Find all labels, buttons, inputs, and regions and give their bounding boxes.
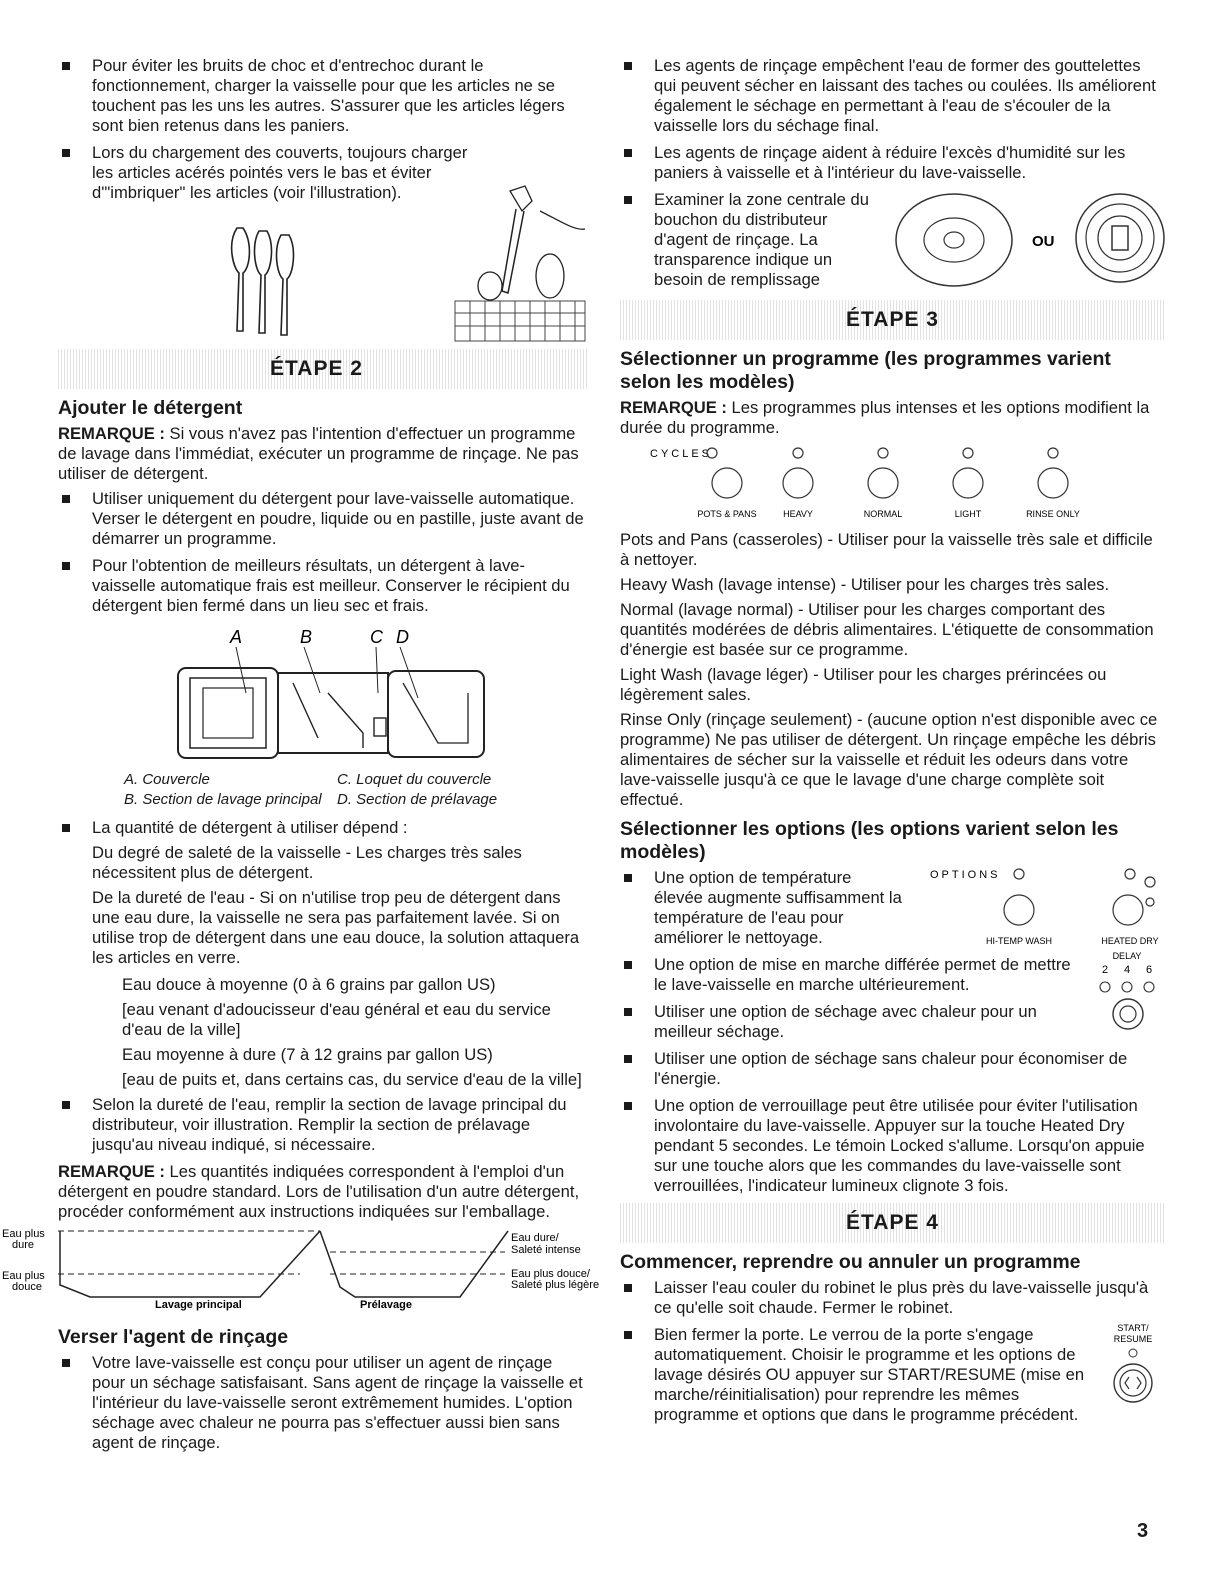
- water-hard-source: [eau de puits et, dans certains cas, du service d'eau de la ville]: [122, 1070, 582, 1089]
- heated-dry-icon: [1110, 996, 1146, 1032]
- svg-text:douce: douce: [12, 1281, 42, 1293]
- svg-text:Saleté intense: Saleté intense: [511, 1244, 581, 1256]
- svg-text:4: 4: [1123, 964, 1131, 976]
- svg-text:OPTIONS: OPTIONS: [930, 869, 1001, 881]
- bullet-cutlery: Lors du chargement des couverts, toujours charger les articles acérés pointés vers le bas et éviter d'"imbriquer" les articles (voir l'illustration).: [58, 143, 472, 203]
- bullet-remplir: Selon la dureté de l'eau, remplir la section de lavage principal du distributeur, voir illustration. Remplir la section de prélavage jusqu'au niveau indiqué, si nécessaire.: [58, 1095, 588, 1155]
- bullet-examiner: Examiner la zone centrale du bouchon du distributeur d'agent de rinçage. La transparence indique un besoin de remplissage: [620, 190, 884, 290]
- cutlery-section: [58, 143, 588, 343]
- bullet-detergent-frais: Pour l'obtention de meilleurs résultats, un détergent à lave-vaisselle automatique frais est meilleur. Conserver le récipient du détergent bien fermé dans un lieu sec et frais.: [58, 556, 588, 616]
- options-panel: [930, 864, 1165, 950]
- bullet-verrouillage: Une option de verrouillage peut être utilisée pour éviter l'utilisation involontaire du lave-vaisselle. Appuyer sur la touche Heated Dry pendant 5 secondes. Le témoin Locked s'allume. Lorsqu'on appuie sur une touche alors que les commandes du lave-vaisselle sont verrouillées, l'indicateur lumineux clignote 3 fois.: [620, 1096, 1165, 1196]
- note-programmes: REMARQUE : Les programmes plus intenses et les options modifient la durée du programme.: [620, 398, 1150, 437]
- options-section: [620, 868, 1165, 948]
- svg-text:HI-TEMP WASH: HI-TEMP WASH: [985, 936, 1053, 946]
- bullet-gouttelettes: Les agents de rinçage empêchent l'eau de former des gouttelettes qui peuvent sécher en laissant des taches ou coulées. Ils améliorent également le séchage en permettant à l'eau de s'écouler de la vaisselle lors du séchage final.: [620, 56, 1165, 136]
- water-soft-source: [eau venant d'adoucisseur d'eau général et eau du service d'eau de la ville]: [122, 1000, 551, 1039]
- bullet-heated-dry: Utiliser une option de séchage avec chaleur pour un meilleur séchage.: [620, 1002, 1074, 1042]
- delay-panel: [1090, 949, 1165, 999]
- caption-c: C. Loquet du couvercle: [337, 771, 492, 788]
- delay-section: [620, 951, 1165, 995]
- heated-dry-section: [620, 1002, 1165, 1042]
- heading-options: Sélectionner les options (les options varient selon les modèles): [620, 818, 1119, 863]
- note-quantites: REMARQUE : Les quantités indiquées correspondent à l'emploi d'un détergent en poudre standard. Lors de l'utilisation d'un autre détergent, procéder conformément aux instructions indiquées sur l'emballage.: [58, 1162, 580, 1221]
- svg-text:B: B: [300, 627, 313, 647]
- svg-text:CYCLES: CYCLES: [650, 448, 713, 460]
- svg-text:LIGHT: LIGHT: [954, 509, 982, 519]
- etape-4-banner: [620, 1203, 1165, 1243]
- svg-text:RINSE ONLY: RINSE ONLY: [1026, 509, 1080, 519]
- cycles-panel: [620, 443, 1165, 525]
- svg-text:RESUME: RESUME: [1113, 1334, 1153, 1344]
- svg-text:START/: START/: [1117, 1323, 1149, 1333]
- start-section: [620, 1325, 1165, 1425]
- caption-a: A. Couvercle: [124, 771, 210, 788]
- svg-text:HEAVY: HEAVY: [783, 509, 813, 519]
- svg-text:A: A: [230, 627, 243, 647]
- left-column: [2, 56, 600, 1460]
- svg-text:dure: dure: [12, 1239, 35, 1251]
- water-hard: Eau moyenne à dure (7 à 12 grains par gallon US): [122, 1045, 493, 1064]
- svg-text:D: D: [396, 627, 409, 647]
- cutlery-basket-illustration: [450, 181, 590, 341]
- etape-3-label: ÉTAPE 3: [846, 308, 939, 331]
- rinse-cap-illustration: [892, 190, 1172, 294]
- svg-text:6: 6: [1145, 964, 1153, 976]
- caption-b: B. Section de lavage principal: [124, 791, 322, 808]
- dispenser-illustration: [58, 623, 588, 763]
- bullet-hi-temp: Une option de température élevée augmente suffisamment la température de l'eau pour améliorer le nettoyage.: [620, 868, 904, 948]
- start-resume-panel: [1108, 1321, 1158, 1407]
- fill-level-diagram: [0, 1227, 600, 1313]
- heading-ajouter-detergent: Ajouter le détergent: [58, 397, 243, 419]
- svg-text:POTS & PANS: POTS & PANS: [697, 509, 757, 519]
- bullet-delay: Une option de mise en marche différée permet de mettre le lave-vaisselle en marche ultérieurement.: [620, 955, 1074, 995]
- caption-d: D. Section de prélavage: [337, 791, 498, 808]
- water-soft: Eau douce à moyenne (0 à 6 grains par gallon US): [122, 975, 496, 994]
- svg-text:Eau dure/: Eau dure/: [511, 1232, 559, 1244]
- bullet-fermer-porte: Bien fermer la porte. Le verrou de la porte s'engage automatiquement. Choisir le programme et les options de lavage désirés OU appuyer sur START/RESUME (mise en marche/réinitialisation) pour reprendre les mêmes programme et options que dans le programme précédent.: [620, 1325, 1094, 1425]
- dispenser-caption: [124, 770, 588, 810]
- svg-text:2: 2: [1101, 964, 1109, 976]
- bullet-robinet: Laisser l'eau couler du robinet le plus près du lave-vaisselle jusqu'à ce qu'elle soit chaude. Fermer le robinet.: [620, 1278, 1165, 1318]
- etape-2-banner: [58, 349, 588, 389]
- desc-light: Light Wash (lavage léger) - Utiliser pour les charges prérincées ou légèrement sales.: [620, 665, 1107, 704]
- spoons-illustration: [223, 223, 303, 338]
- note-rincage: REMARQUE : Si vous n'avez pas l'intention d'effectuer un programme de lavage dans l'immédiat, exécuter un programme de rinçage. Ne pas utiliser de détergent.: [58, 424, 579, 483]
- right-column: [620, 56, 1165, 1432]
- heading-commencer: Commencer, reprendre ou annuler un programme: [620, 1251, 1081, 1273]
- svg-text:HEATED DRY: HEATED DRY: [1101, 936, 1159, 946]
- svg-text:Eau plus douce/: Eau plus douce/: [511, 1268, 590, 1280]
- svg-text:NORMAL: NORMAL: [863, 509, 903, 519]
- heading-agent-rincage: Verser l'agent de rinçage: [58, 1326, 289, 1348]
- bullet-humidite: Les agents de rinçage aident à réduire l'excès d'humidité sur les paniers à vaisselle et à l'intérieur du lave-vaisselle.: [620, 143, 1165, 183]
- svg-text:Lavage principal: Lavage principal: [155, 1299, 242, 1311]
- bullet-sans-chaleur: Utiliser une option de séchage sans chaleur pour économiser de l'énergie.: [620, 1049, 1165, 1089]
- page-number: 3: [1137, 1520, 1149, 1542]
- desc-rinse-only: Rinse Only (rinçage seulement) - (aucune option n'est disponible avec ce programme) Ne pas utiliser de détergent. Un rinçage empêche les débris alimentaires de sécher sur la vaisselle et réduit les odeurs dans votre lave-vaisselle jusqu'à ce que le lavage d'une charge complète soit effectué.: [620, 710, 1158, 809]
- svg-text:Eau plus: Eau plus: [2, 1228, 45, 1240]
- svg-text:Saleté plus légère: Saleté plus légère: [511, 1279, 600, 1291]
- bullet-quantite: La quantité de détergent à utiliser dépend : Du degré de saleté de la vaisselle - Les charges très sales nécessitent plus de détergent. De la dureté de l'eau - Si on n'utilise trop peu de détergent dans une eau dure, la vaisselle ne sera pas parfaitement lavée. Si on utilise trop de détergent dans une eau douce, la solution attaquera les articles en verre.: [58, 818, 588, 968]
- svg-text:Prélavage: Prélavage: [360, 1299, 412, 1311]
- svg-text:DELAY: DELAY: [1112, 951, 1142, 961]
- bullet-noise: Pour éviter les bruits de choc et d'entrechoc durant le fonctionnement, charger la vaisselle pour que les articles ne se touchent pas les uns les autres. S'assurer que les articles légers sont bien retenus dans les paniers.: [58, 56, 588, 136]
- bullet-agent-rincage: Votre lave-vaisselle est conçu pour utiliser un agent de rinçage pour un séchage satisfaisant. Sans agent de rinçage la vaisselle et l'intérieur du lave-vaisselle seront extrêmement humides. L'option séchage avec chaleur ne pourra pas s'effectuer aussi bien sans agent de rinçage.: [58, 1353, 588, 1453]
- heading-programme: Sélectionner un programme (les programmes varient selon les modèles): [620, 348, 1111, 393]
- desc-normal: Normal (lavage normal) - Utiliser pour les charges comportant des quantités modérées de débris alimentaires. L'étiquette de consommation d'énergie est basée sur ce programme.: [620, 600, 1154, 659]
- desc-pots-pans: Pots and Pans (casseroles) - Utiliser pour la vaisselle très sale et difficile à nettoyer.: [620, 530, 1153, 569]
- etape-2-label: ÉTAPE 2: [270, 357, 363, 380]
- desc-heavy: Heavy Wash (lavage intense) - Utiliser pour les charges très sales.: [620, 575, 1110, 594]
- bullet-detergent-auto: Utiliser uniquement du détergent pour lave-vaisselle automatique. Verser le détergent en poudre, liquide ou en pastille, juste avant de démarrer un programme.: [58, 489, 588, 549]
- etape-4-label: ÉTAPE 4: [846, 1211, 939, 1234]
- svg-text:C: C: [370, 627, 383, 647]
- svg-text:Eau plus: Eau plus: [2, 1270, 45, 1282]
- rinse-cap-section: [620, 190, 1165, 294]
- svg-text:OU: OU: [1032, 233, 1055, 250]
- etape-3-banner: [620, 300, 1165, 340]
